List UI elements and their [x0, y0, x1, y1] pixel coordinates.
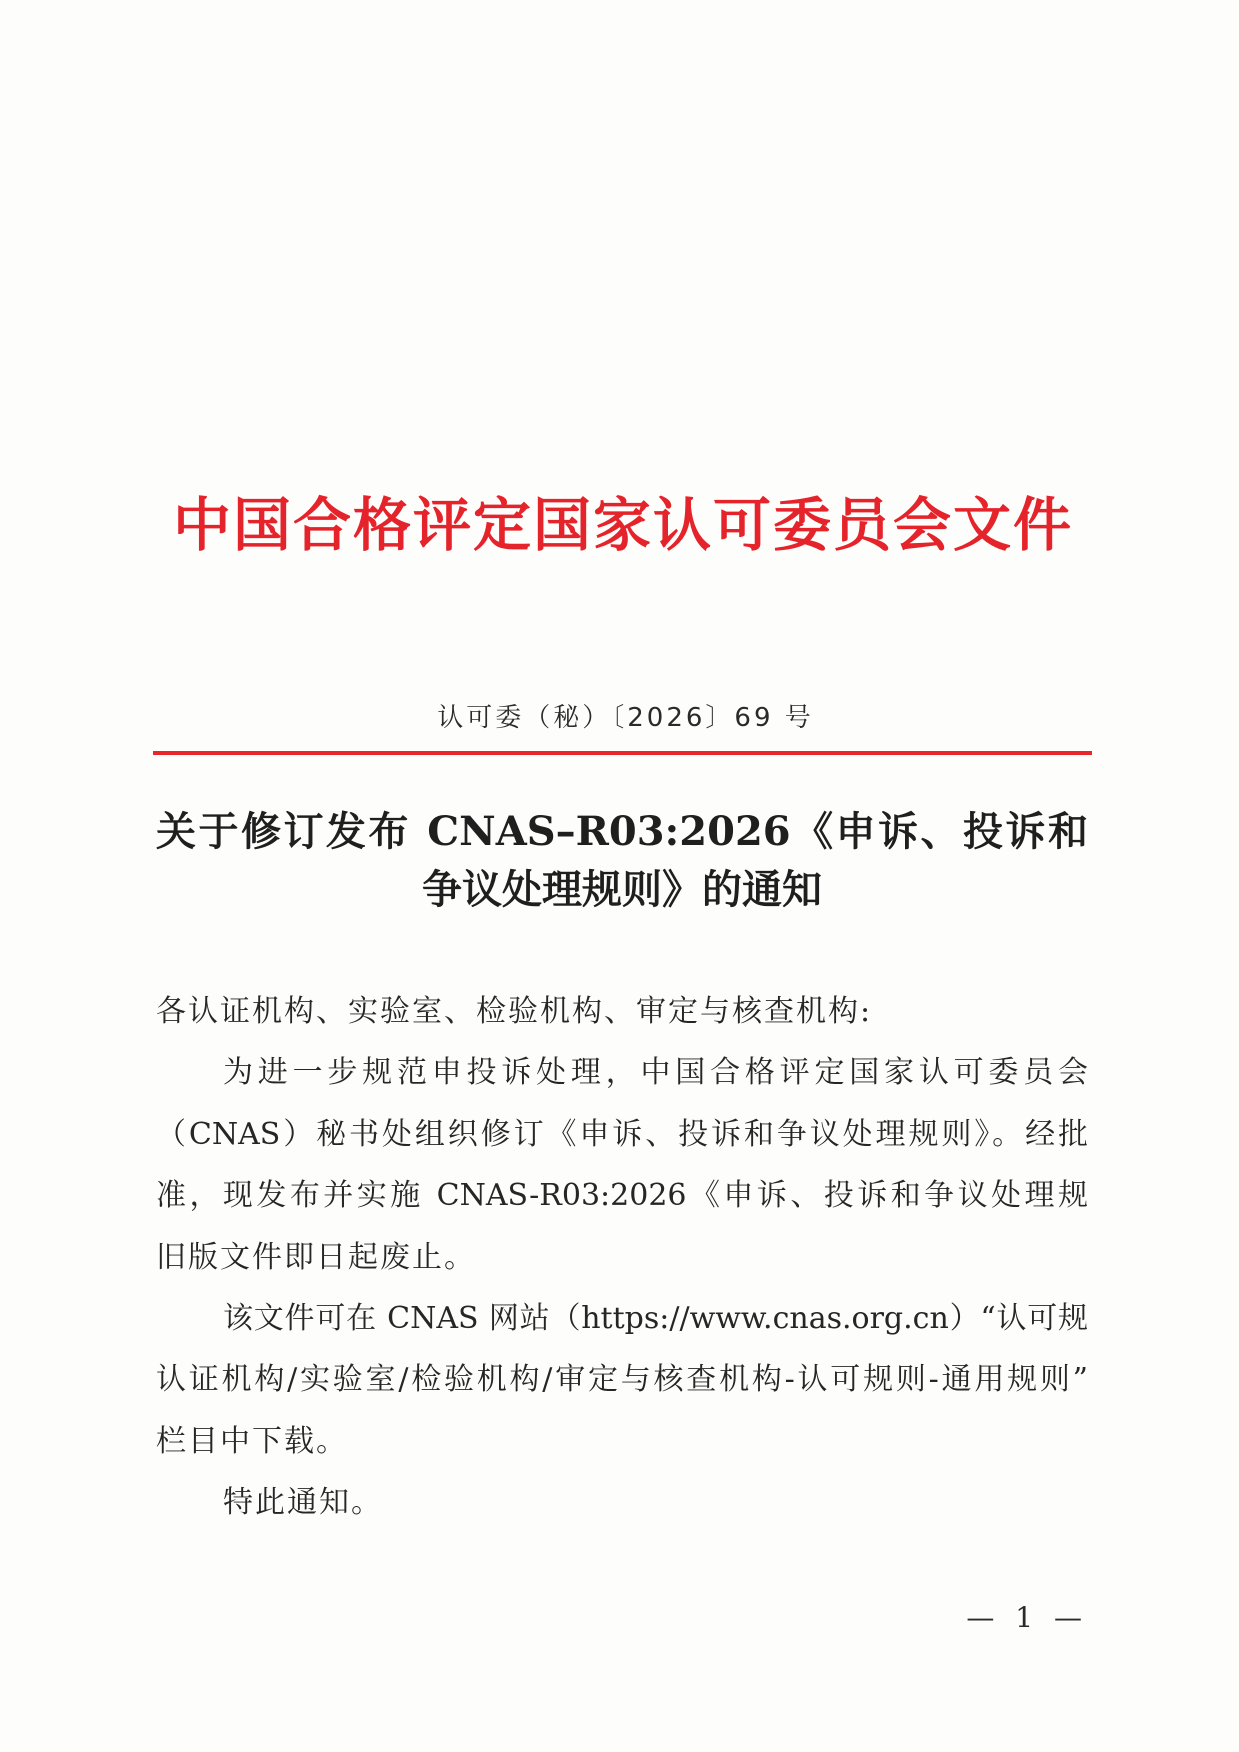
paragraph-2-line-2: 认证机构/实验室/检验机构/审定与核查机构-认可规则-通用规则” [156, 1362, 1088, 1398]
red-separator-rule [153, 751, 1092, 755]
paragraph-1-line-3: 准，现发布并实施 CNAS-R03:2026《申诉、投诉和争议处理规 [156, 1178, 1088, 1214]
salutation: 各认证机构、实验室、检验机构、审定与核查机构: [156, 994, 873, 1029]
paragraph-1-line-4: 旧版文件即日起废止。 [156, 1239, 476, 1275]
document-title [156, 803, 1088, 919]
issuing-authority-header: 中国合格评定国家认可委员会文件 [173, 491, 1071, 559]
document-number: 认可委（秘）〔2026〕69 号 [437, 703, 814, 733]
paragraph-2-line-1: 该文件可在 CNAS 网站（https://www.cnas.org.cn）“认可规 [223, 1300, 1088, 1336]
title-line-2: 争议处理规则》的通知 [422, 866, 822, 913]
paragraph-1-line-2: （CNAS）秘书处组织修订《申诉、投诉和争议处理规则》。经批 [156, 1116, 1088, 1152]
closing-remark: 特此通知。 [223, 1485, 383, 1521]
title-line-1: 关于修订发布 CNAS–R03:2026《申诉、投诉和 [156, 808, 1088, 855]
page-number: — 1 — [966, 1601, 1088, 1634]
paragraph-2-line-3: 栏目中下载。 [156, 1423, 348, 1459]
document-body [156, 981, 1088, 1534]
paragraph-1-line-1: 为进一步规范申投诉处理，中国合格评定国家认可委员会 [223, 1055, 1088, 1091]
